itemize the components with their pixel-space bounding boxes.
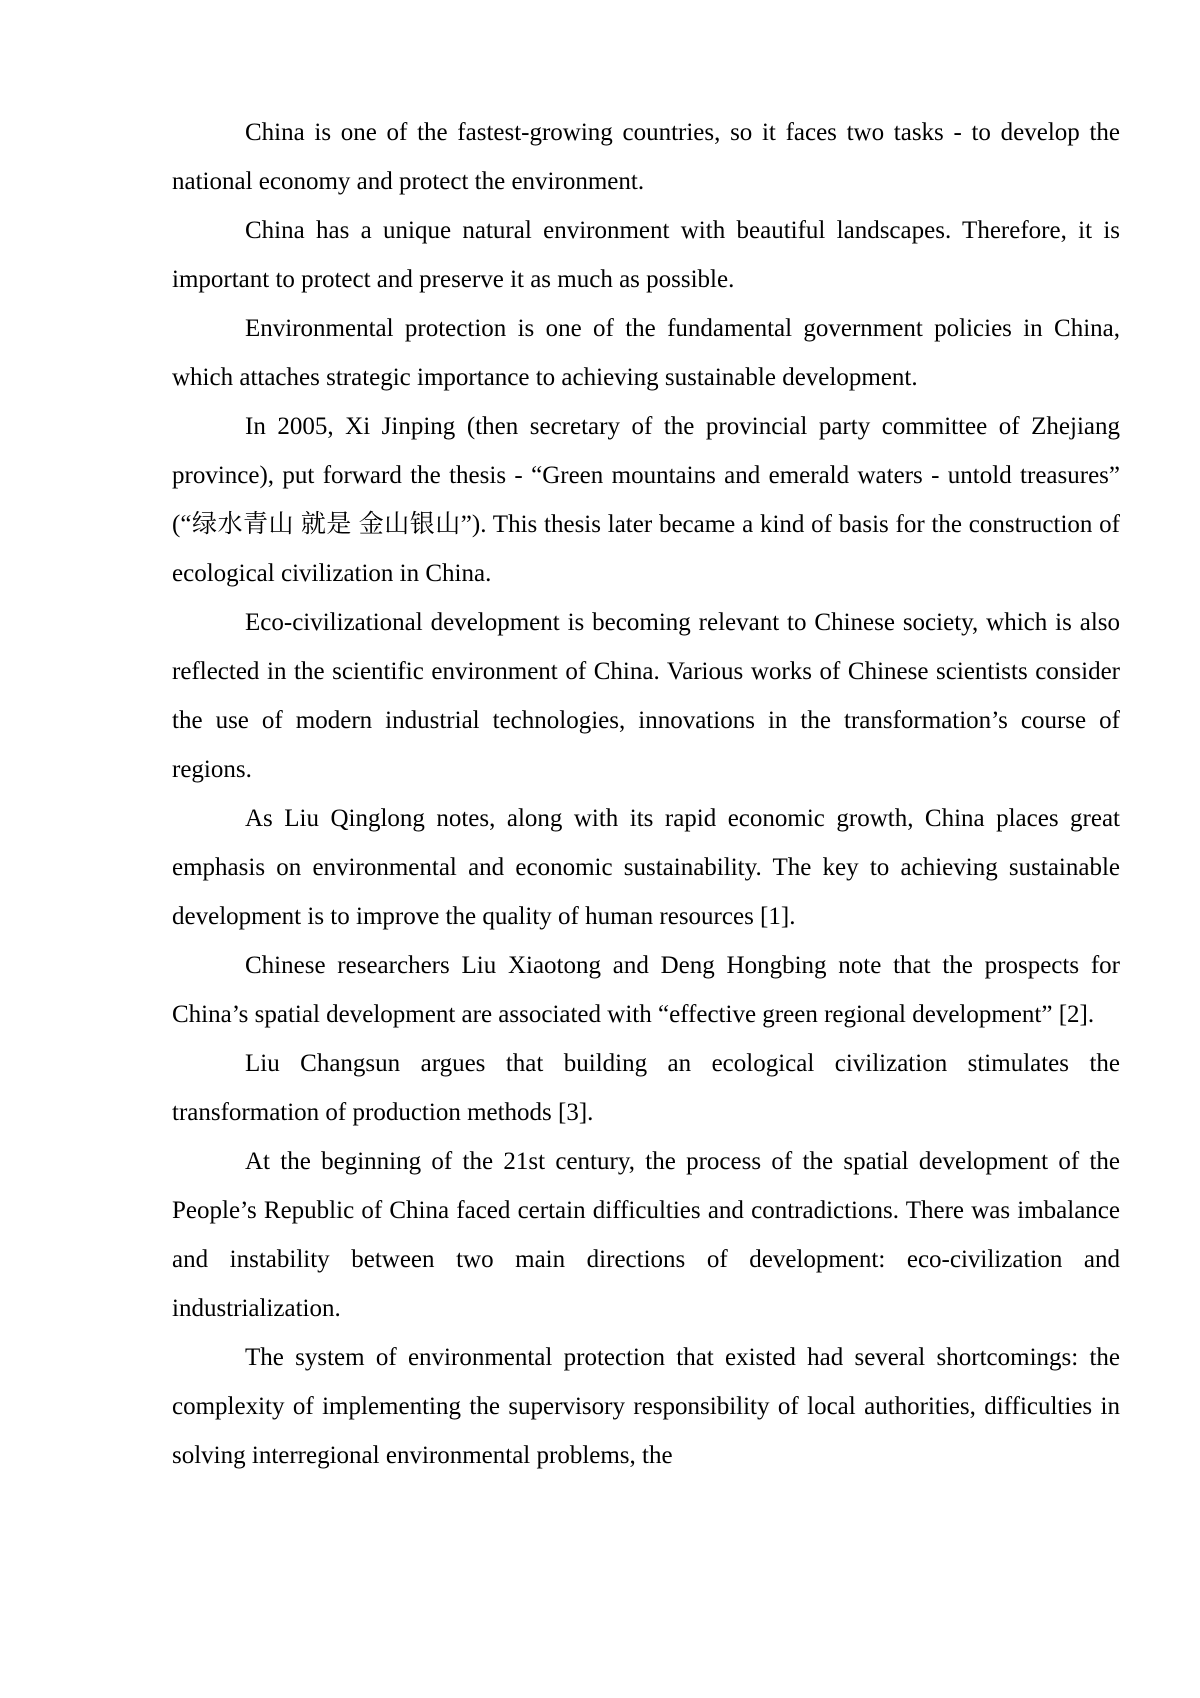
paragraph: The system of environmental protection that existed had several shortcomings: the complexity of implementing the supervisory responsibility of local authorities, difficulties in solving interregional environmental problems, the (172, 1344, 1120, 1469)
paragraph: China is one of the fastest-growing countries, so it faces two tasks - to develop the national economy and protect the environment. (172, 119, 1120, 195)
paragraph: China has a unique natural environment with beautiful landscapes. Therefore, it is important to protect and preserve it as much as possible. (172, 217, 1120, 293)
document-body (172, 108, 1120, 1480)
paragraph: In 2005, Xi Jinping (then secretary of the provincial party committee of Zhejiang province), put forward the thesis - “Green mountains and emerald waters - untold treasures” (“绿水青山 就是 金山银山”). This thesis later became a kind of basis for the construction of ecological civilization in China. (172, 413, 1120, 587)
paragraph: As Liu Qinglong notes, along with its rapid economic growth, China places great emphasis on environmental and economic sustainability. The key to achieving sustainable development is to improve the quality of human resources [1]. (172, 805, 1120, 930)
paragraph: Eco-civilizational development is becoming relevant to Chinese society, which is also reflected in the scientific environment of China. Various works of Chinese scientists consider the use of modern industrial technologies, innovations in the transformation’s course of regions. (172, 609, 1120, 783)
paragraph: At the beginning of the 21st century, the process of the spatial development of the People’s Republic of China faced certain difficulties and contradictions. There was imbalance and instability between two main directions of development: eco-civilization and industrialization. (172, 1148, 1120, 1322)
paragraph: Chinese researchers Liu Xiaotong and Deng Hongbing note that the prospects for China’s spatial development are associated with “effective green regional development” [2]. (172, 952, 1120, 1028)
paragraph: Environmental protection is one of the fundamental government policies in China, which attaches strategic importance to achieving sustainable development. (172, 315, 1120, 391)
paragraph: Liu Changsun argues that building an ecological civilization stimulates the transformation of production methods [3]. (172, 1050, 1120, 1126)
